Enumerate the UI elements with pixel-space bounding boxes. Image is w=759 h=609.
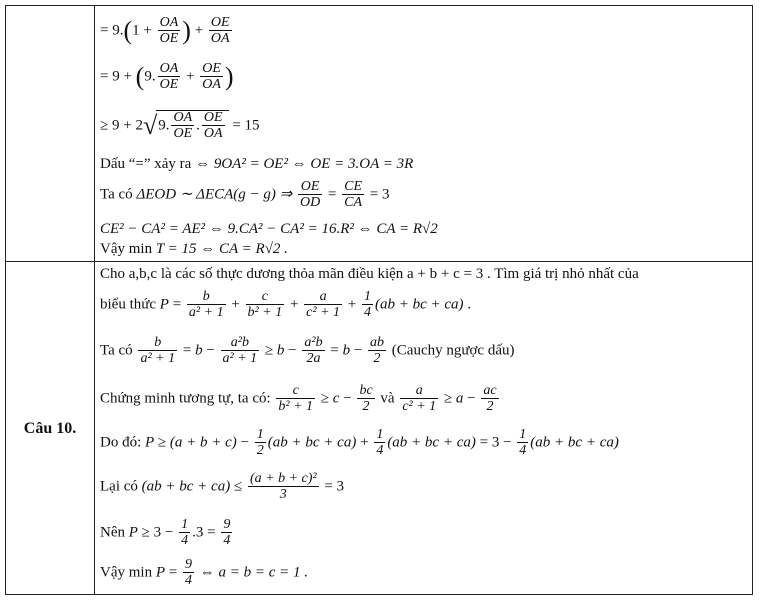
pythagoras-math: CE² − CA² = AE² ⇔ 9.CA² − CA² = 16.R² ⇔ CA = R√2 xyxy=(100,221,438,237)
top-line-2: = 9 + (9. $\frac{OA}{OE}$ + $\frac{OE}{OA}$ ) xyxy=(100,61,234,92)
bottom-line-6: Lại có (ab + bc + ca) ≤ $\frac{\text{(a + b + c)²}}{3}$ = 3 xyxy=(100,471,345,502)
bottom-line-4: Chứng minh tương tự, ta có: $\frac{c}{\text{b² + 1}}$ ≥ c − $\frac{bc}{2}$ và $\frac{a}{\text{c² + 1}}$ ≥ a − $\frac{ac}{2}$ xyxy=(100,383,497,414)
top-line-1: = 9.(1 + $\frac{OA}{OE}$ ) + $\frac{OE}{OA}$ xyxy=(100,15,230,46)
cauchy-note: (Cauchy ngược dấu) xyxy=(391,342,515,359)
ta-co-text: Ta có xyxy=(100,186,133,203)
bottom-line-2: biểu thức P = $\frac{b}{\text{a² + 1}}$ + $\frac{c}{\text{b² + 1}}$ + $\frac{a}{\text{c² + 1}}$ + $\frac{1}{4}$ (ab + bc + ca) . xyxy=(100,289,472,320)
therefore-text: Do đó: xyxy=(100,434,142,451)
bottom-line-1: Cho a,b,c là các số thực dương thỏa mãn điều kiện a + b + c = 3 . Tìm giá trị nhỏ nhất của xyxy=(100,266,639,282)
also-text: Lại có xyxy=(100,478,138,495)
equality-math: ⇔ 9OA² = OE² ⇔ OE = 3.OA = 3R xyxy=(195,156,414,172)
bottom-line-3: Ta có $\frac{b}{\text{a² + 1}}$ = b − $\frac{\text{a²b}}{\text{a² + 1}}$ ≥ b − $\frac{\text{a²b}}{2a}$ = b − $\frac{ab}{2}$ (Cauchy ngược dấu) xyxy=(100,335,515,366)
top-line-7 xyxy=(100,242,288,257)
bottom-line-7: Nên P ≥ 3 − $\frac{1}{4}$ .3 = $\frac{9}{4}$ xyxy=(100,517,231,548)
top-line-4 xyxy=(100,157,413,172)
bottom-line-8: Vậy min P = $\frac{9}{4}$ ⇔ a = b = c = 1 . xyxy=(100,557,308,588)
top-line-5: Ta có ΔEOD ∼ ΔECA(g − g) ⇒ $\frac{OE}{OD}$ = $\frac{CE}{CA}$ = 3 xyxy=(100,179,390,210)
so-text: Nên xyxy=(100,524,125,541)
bieu-thuc-text: biểu thức xyxy=(100,296,157,313)
bottom-line-5: Do đó: P ≥ (a + b + c) − $\frac{1}{2}$ (ab + bc + ca) + $\frac{1}{4}$ (ab + bc + ca) = 3 − $\frac{1}{4}$ (ab + bc + ca) xyxy=(100,427,619,458)
final-equality: ⇔ a = b = c = 1 . xyxy=(199,564,308,581)
equality-text: Dấu “=” xảy ra xyxy=(100,156,192,172)
final-text: Vậy min xyxy=(100,564,153,581)
conclusion-text: Vậy min xyxy=(100,241,153,257)
question-label: Câu 10. xyxy=(23,419,77,437)
and-text: và xyxy=(380,390,395,407)
conclusion-math: T = 15 ⇔ CA = R√2 . xyxy=(155,241,288,257)
column-divider xyxy=(94,6,95,594)
similarly-text: Chứng minh tương tự, ta có: xyxy=(100,390,271,407)
top-line-3: ≥ 9 + 2√9. $\frac{OA}{OE}$ . $\frac{OE}{OA}$ = 15 xyxy=(100,110,260,141)
top-line-6 xyxy=(100,222,438,237)
ta-co-text-2: Ta có xyxy=(100,342,133,359)
similar-triangles: ΔEOD ∼ ΔECA(g − g) ⇒ xyxy=(136,186,293,203)
row-divider xyxy=(6,261,752,262)
